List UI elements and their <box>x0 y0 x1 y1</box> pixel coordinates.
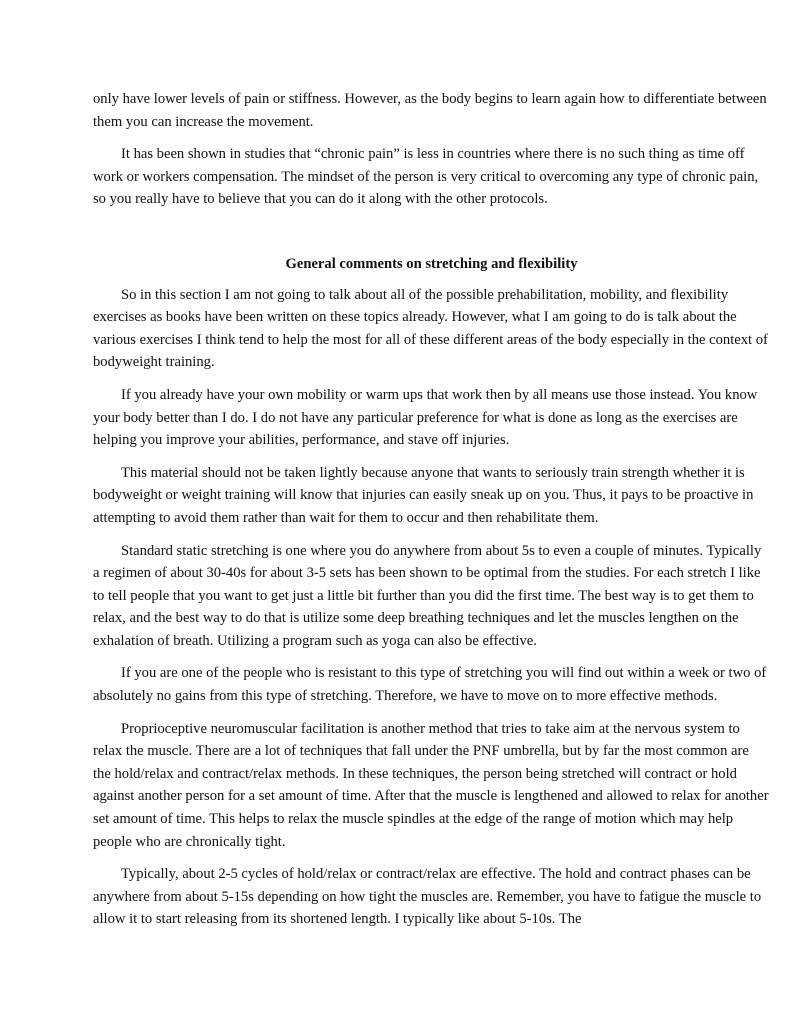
paragraph-resistant: If you are one of the people who is resistant to this type of stretching you will find out within a week or two of absolutely no gains from this type of stretching. Therefore, we have to move on to more effective methods. <box>93 665 767 705</box>
paragraph-intro: So in this section I am not going to talk about all of the possible prehabilitation, mobility, and flexibility exercises as books have been written on these topics already. However, what I am going to do is talk about the various exercises I think tend to help the most for all of these different areas of the body especially in the context of bodyweight training. <box>93 286 768 371</box>
paragraph-cycles: Typically, about 2-5 cycles of hold/relax or contract/relax are effective. The hold and contract phases can be anywhere from about 5-15s depending on how tight the muscles are. Remember, you have to fatigue the muscle to allow it to start releasing from its shortened length. I typically like about 5-10s. The <box>93 866 762 928</box>
paragraph-material: This material should not be taken lightly because anyone that wants to seriously train strength whether it is bodyweight or weight training will know that injuries can easily sneak up on you. Thus, it pays to be proactive in attempting to avoid them rather than wait for them to occur and then rehabilitate them. <box>93 464 754 526</box>
document-page <box>93 88 770 941</box>
paragraph-static-stretching: Standard static stretching is one where you do anywhere from about 5s to even a couple of minutes. Typically a regimen of about 30-40s for about 3-5 sets has been shown to be optimal from the studies. For each stretch I like to tell people that you want to get just a little bit further than you did the first time. The best way is to get them to relax, and the best way to do that is utilize some deep breathing techniques and let the muscles lengthen on the exhalation of breath. Utilizing a program such as yoga can also be effective. <box>93 542 762 649</box>
paragraph-continued: only have lower levels of pain or stiffness. However, as the body begins to learn again how to differentiate between them you can increase the movement. <box>93 91 767 130</box>
paragraph-own-mobility: If you already have your own mobility or warm ups that work then by all means use those instead. You know your body better than I do. I do not have any particular preference for what is done as long as the exercises are helping you improve your abilities, performance, and stave off injuries. <box>93 386 758 449</box>
section-heading: General comments on stretching and flexibility <box>285 255 578 272</box>
paragraph-chronic-pain: It has been shown in studies that “chronic pain” is less in countries where there is no such thing as time off work or workers compensation. The mindset of the person is very critical to overcoming any type of chronic pain, so you really have to believe that you can do it along with the other protocols. <box>93 146 759 208</box>
paragraph-pnf: Proprioceptive neuromuscular facilitation is another method that tries to take aim at the nervous system to relax the muscle. There are a lot of techniques that fall under the PNF umbrella, but by far the most common are the hold/relax and contract/relax methods. In these techniques, the person being stretched will contract or hold against another person for a set amount of time. After that the muscle is lengthened and allowed to relax for another set amount of time. This helps to relax the muscle spindles at the edge of the range of motion which may help people who are chronically tight. <box>93 720 769 850</box>
